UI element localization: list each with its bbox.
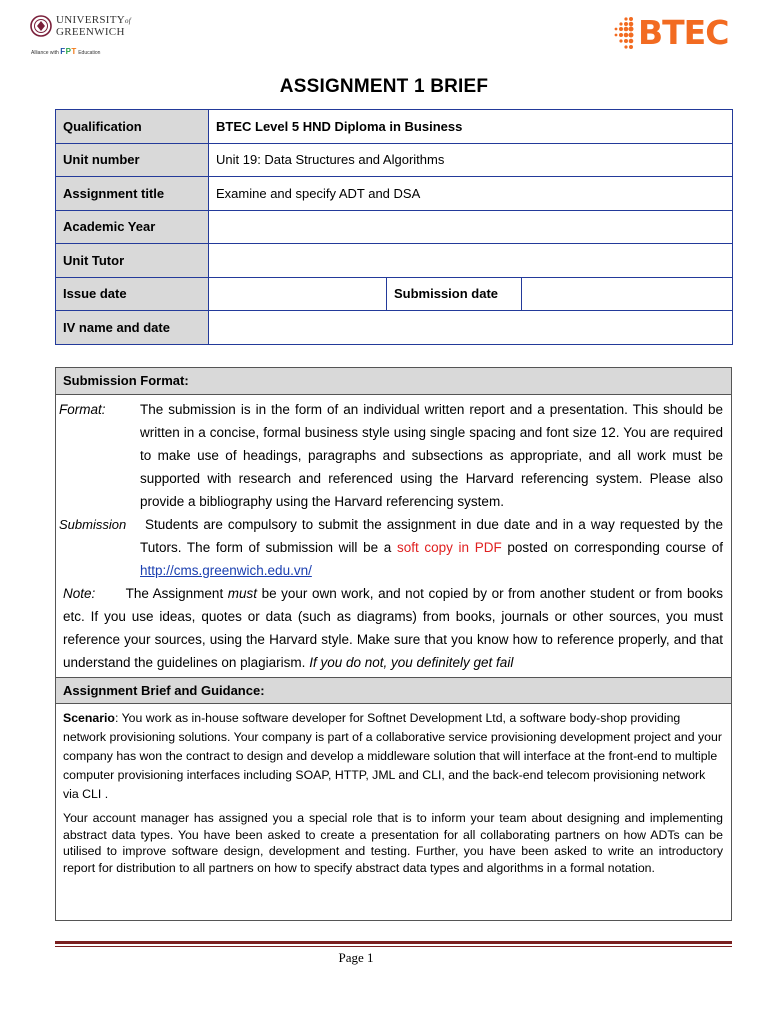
note-key: Note: xyxy=(63,586,96,601)
btec-wordmark: BTEC xyxy=(638,13,729,52)
unit-tutor-value xyxy=(209,244,733,278)
table-row xyxy=(56,210,733,244)
submission-row xyxy=(56,513,731,582)
assignment-info-table xyxy=(55,109,733,345)
submission-format-body xyxy=(56,395,731,674)
submission-date-label: Submission date xyxy=(387,277,522,311)
footer-rule-thin xyxy=(55,946,732,947)
assignment-title-label: Assignment title xyxy=(56,177,209,211)
account-manager-paragraph: Your account manager has assigned you a special role that is to inform your team about designing and implementing abstract data types. You have been asked to create a presentation for all collaborating partners on how ADTs can be utilised to improve software design, development and testing. Further, you have been asked to write an introductory report for distribution to all partners on how to specify abstract data types and algorithms in a formal notation. xyxy=(63,811,723,875)
qualification-label: Qualification xyxy=(56,110,209,144)
alliance-line: Alliance with FPT Education xyxy=(31,47,101,56)
submission-format-heading: Submission Format: xyxy=(56,368,731,395)
university-of-greenwich-logo xyxy=(30,14,160,60)
footer-rule xyxy=(55,941,732,944)
table-row xyxy=(56,177,733,211)
btec-logo xyxy=(612,14,747,52)
university-name: UNIVERSITYof GREENWICH xyxy=(56,14,132,38)
table-row xyxy=(56,311,733,345)
academic-year-value xyxy=(209,210,733,244)
page-title: ASSIGNMENT 1 BRIEF xyxy=(279,76,489,97)
greenwich-crest-icon xyxy=(30,14,52,38)
unit-number-label: Unit number xyxy=(56,143,209,177)
issue-date-value xyxy=(209,277,387,311)
table-row xyxy=(56,143,733,177)
soft-copy-highlight: soft copy in PDF xyxy=(396,540,502,555)
note-paragraph: Note: The Assignment must be your own work, and not copied by or from another student or from books etc. If you use ideas, quotes or data (such as diagrams) from books, journals or other sources, you must reference your sources, using the Harvard style. Make sure that you know how to reference properly, and that understand the guidelines on plagiarism. If you do not, you definitely get fail xyxy=(63,586,723,670)
scenario-label: Scenario xyxy=(63,711,115,725)
submission-text: Students are compulsory to submit the assignment in due date and in a way requested by the Tutors. The form of submission will be a soft copy in PDF posted on corresponding course of http://cms.greenwich.edu.vn/ xyxy=(140,517,723,578)
fpt-logo: FPT xyxy=(60,47,77,56)
iv-name-value xyxy=(209,311,733,345)
table-row xyxy=(56,110,733,144)
assignment-brief-heading: Assignment Brief and Guidance: xyxy=(56,677,731,704)
page-number: Page 1 xyxy=(338,950,374,965)
assignment-title-value: Examine and specify ADT and DSA xyxy=(209,177,733,211)
format-key: Format: xyxy=(59,402,106,417)
submission-box xyxy=(55,367,732,921)
iv-name-label: IV name and date xyxy=(56,311,209,345)
cms-link[interactable]: http://cms.greenwich.edu.vn/ xyxy=(140,563,312,578)
scenario-paragraph: Scenario: You work as in-house software developer for Softnet Development Ltd, a software body-shop providing network provisioning solutions. Your company is part of a collaborative service provisioning development project and your company has won the contract to design and develop a middleware solution that will interface at the front-end to multiple computer provisioning interfaces including SOAP, HTTP, JML and CLI, and the back-end telecom provisioning network via CLI . xyxy=(63,711,722,801)
table-row xyxy=(56,277,733,311)
issue-date-label: Issue date xyxy=(56,277,209,311)
qualification-value: BTEC Level 5 HND Diploma in Business xyxy=(209,110,733,144)
unit-number-value: Unit 19: Data Structures and Algorithms xyxy=(209,143,733,177)
btec-dots-icon xyxy=(612,16,638,50)
table-row xyxy=(56,244,733,278)
plagiarism-warning: If you do not, you definitely get fail xyxy=(309,655,514,670)
submission-key: Submission xyxy=(59,517,127,532)
format-text: The submission is in the form of an individual written report and a presentation. This should be written in a concise, formal business style using single spacing and font size 12. You are required to make use of headings, paragraphs and subsections as appropriate, and all work must be supported with research and referenced using the Harvard referencing system. Please also provide a bibliography using the Harvard referencing system. xyxy=(140,402,723,509)
submission-date-value xyxy=(522,277,733,311)
academic-year-label: Academic Year xyxy=(56,210,209,244)
unit-tutor-label: Unit Tutor xyxy=(56,244,209,278)
format-row xyxy=(56,398,731,513)
